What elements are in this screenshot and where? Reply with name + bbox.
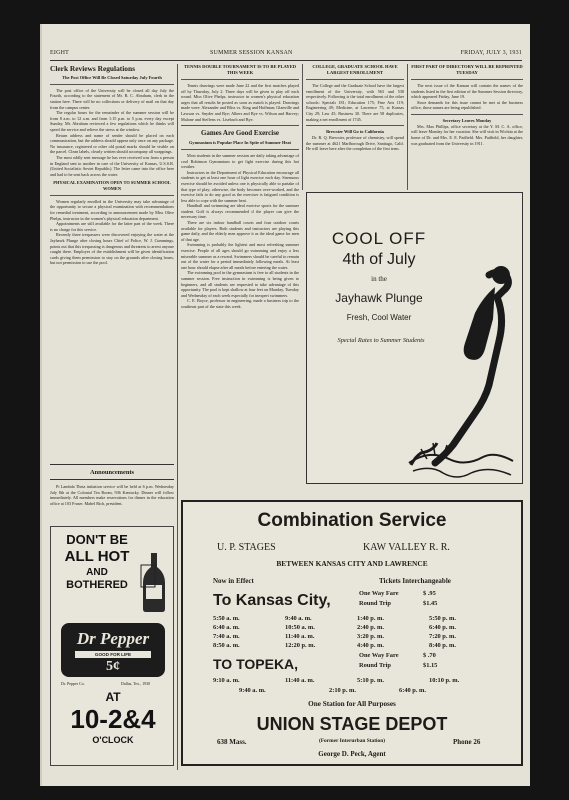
announcements-heading: Announcements [50, 464, 174, 480]
enrollment-headline: COLLEGE, GRADUATE SCHOOL HAVE LARGEST ENROLLMENT [312, 64, 398, 75]
departure-time: 9:40 a. m. [285, 615, 312, 622]
paragraph: Pi Lambda Theta initiation service will be held at 6 p.m. Wednesday July 8th at the Colonial Tea Room, 936 Kentucky. Dinner will follow immediately. All members make reservations for dinner in the education office at 103 Fraser. Mabel Rich, president. [50, 484, 174, 506]
departure-time: 5:50 p. m. [429, 615, 456, 622]
paragraph: The post office of the University will be closed all day July the Fourth, according to the statement of Mr. B. C. Abraham, clerk in the station here. There will be no collections or delivery of mail on that day from the campus center. [50, 87, 174, 110]
plunge-ad [306, 192, 523, 484]
fare-label: Round Trip [359, 600, 391, 607]
secretary-headline: Secretary Leaves Monday [442, 117, 492, 123]
ad-line: ALL HOT [64, 548, 130, 565]
rule [181, 79, 299, 80]
departure-time: 10:10 p. m. [429, 677, 460, 684]
departure-time: 5:50 a. m. [213, 615, 240, 622]
company-city: Dallas, Tex., 1930 [121, 681, 151, 686]
paragraph: Tennis drawings were made June 22 and the first matches played off by Thursday, July 2. Three days will be given to play off each round. Miss Olive Phelps, instructor in women's physical education urges that all results be posted as soon as match is played. Drawings made were: Alexander and Bliss vs. King and Hoffman; Glanville and Lawson vs. Snyder and Bye; Albers and Bye vs. Wilson and Harvey; Malone and Steffens vs. Lisebach and Bye. [181, 83, 299, 122]
depot-agent: George D. Peck, Agent [318, 750, 386, 758]
departure-time: 9:40 a. m. [239, 687, 266, 694]
departure-time: 4:40 p. m. [357, 642, 384, 649]
diver-illustration [407, 263, 519, 483]
departure-time: 11:40 a. m. [285, 677, 315, 684]
paragraph: The regular hours for the remainder of the summer session will be from 8 a.m. to 12 a.m. and from 1:15 p.m. to 5 p.m. every day except Sunday. Mr. Abraham reviewed a few regulations which he thinks will speed the service and relieve the stress at the window. [50, 110, 174, 132]
departure-time: 8:50 a. m. [213, 642, 240, 649]
tennis-headline: TENNIS DOUBLE TOURNAMENT IS TO BE PLAYED THIS WEEK [183, 64, 297, 75]
departure-time: 6:40 p. m. [429, 624, 456, 631]
brand-tagline: GOOD FOR LIFE [75, 651, 151, 658]
clerk-headline: Clerk Reviews Regulations [50, 64, 135, 73]
departure-time: 3:20 p. m. [357, 633, 384, 640]
company-left: U. P. STAGES [217, 542, 276, 553]
ad-line: DON'T BE [66, 532, 128, 547]
topeka-times-2 [239, 687, 479, 694]
rule [181, 125, 299, 126]
rule [181, 149, 299, 150]
former-station: (Former Interurban Station) [318, 738, 386, 744]
interchangeable: Tickets Interchangeable [379, 577, 451, 585]
brewster-headline: Brewster Will Go to California [326, 129, 384, 135]
paragraph: Most students in the summer session are daily taking advantage of cool Robinson Gymnasium to get light exercise during this hot weather. [181, 152, 299, 170]
timetable-row [213, 623, 493, 632]
departure-time: 7:40 a. m. [213, 633, 240, 640]
games-subhead: Gymnasium is Popular Place In Spite of Summer Heat [188, 140, 292, 146]
header-rule [50, 60, 522, 61]
route: BETWEEN KANSAS CITY AND LAWRENCE [276, 559, 428, 568]
column-rule [302, 64, 303, 190]
rule [306, 125, 404, 126]
departure-time: 5:10 p. m. [357, 677, 384, 684]
plunge-line: Special Rates to Summer Students [337, 337, 425, 344]
newspaper-page [40, 24, 530, 786]
fare-price: $ .70 [423, 652, 436, 659]
masthead: SUMMER SESSION KANSAN [210, 50, 293, 56]
rule [50, 84, 174, 85]
combo-title: Combination Service [257, 510, 447, 531]
departure-time: 9:10 a. m. [213, 677, 240, 684]
page-header [50, 50, 522, 60]
station-line: One Station for All Purposes [308, 700, 396, 708]
paragraph: Mrs. Max Phillips, office secretary at the Y. M. C. A. office, will leave Monday for her vacation. She will visit in Wichita at the home of Dr. and Mrs. E. E. Padfield. Mrs. Padfield, her daughter, was graduated from the University in 1911. [411, 123, 523, 146]
rule [50, 195, 174, 196]
now-in-effect: Now in Effect [213, 577, 254, 585]
paragraph: Appointments are still available for the latter part of the week. There is no charge for this service. [50, 221, 174, 232]
rule [411, 114, 523, 115]
paragraph: Instructors in the Department of Physical Education encourage all students to get at least one hour of light exercise each day. Strenuous exercise should be avoided unless one is physically able to partake of that type of play; otherwise, the body becomes over-worked, and the exercise fails to do any good as the exerciser is fatigued condition is less able to cope with the summer heat. [181, 169, 299, 203]
departure-time: 11:40 a. m. [285, 633, 315, 640]
fare-label: One Way Fare [359, 590, 399, 597]
plunge-line: COOL OFF [331, 229, 427, 248]
paragraph: Dr. R. Q. Brewster, professor of chemistry, will spend the summer at 4621 Marlborough Drive, Santiago, Calif. He will leave here after the completion of the first term. [306, 134, 404, 152]
paragraph: Recently three trespassers were discovered enjoying the water at the Jayhawk Plunge after closing hours Chief of Police, W. J. Cummings, points out that this trespassing is dangerous and threatens to arrest anyone caught there. Employes of the establishment will be given identification cards giving them permission to stay on the grounds after closing hours, but not permission to use the pool. [50, 232, 174, 266]
fare-label: One Way Fare [359, 652, 399, 659]
page-number: EIGHT [50, 50, 69, 56]
timetable-row [239, 687, 479, 694]
fare-price: $1.45 [423, 600, 438, 607]
paragraph: Handball and swimming are ideal exercise sports for the summer student. Golf is always recommended if the player can give the necessary time. [181, 203, 299, 220]
announcements-body [50, 484, 174, 524]
price: 5¢ [106, 659, 120, 674]
depot-phone: Phone 26 [453, 738, 481, 746]
drpepper-logo [61, 623, 165, 677]
plunge-line: Fresh, Cool Water [346, 313, 412, 322]
paragraph: The College and the Graduate School have the largest enrollment of the University, with 563 and 538 respectively. Following is the total enrollment of the other schools: Specials 181; Education 175; Fine Arts 119; Engineering 49; Medicine, at Lawrence 75, at Kansas City 29; Law 45; Business 30. There are 58 duplicates, making a net enrollment of 1745. [306, 83, 404, 122]
plunge-name: Jayhawk Plunge [335, 291, 423, 305]
topeka-title: TO TOPEKA, [213, 656, 299, 672]
departure-time: 6:40 p. m. [399, 687, 426, 694]
timetable-row [213, 677, 493, 684]
exam-headline: PHYSICAL EXAMINATION OPEN TO SUMMER SCHOOL WOMEN [53, 180, 171, 192]
departure-time: 8:40 p. m. [429, 642, 456, 649]
departure-time: 10:50 a. m. [285, 624, 315, 631]
timetable-row [213, 614, 493, 623]
column-1 [50, 64, 174, 462]
brand-name: Dr Pepper [76, 629, 150, 648]
company-name: Dr. Pepper Co. [61, 681, 85, 686]
paragraph: The most oddly sent message he has ever received was from a person in England sent to another in care of the University of Kansas, U.S.S.R. (United Socialistic Soviet Republic). The letter came into the office here and had to be sent back across the water. [50, 154, 174, 177]
fare-price: $ .95 [423, 590, 436, 597]
departure-time: 7:20 p. m. [429, 633, 456, 640]
departure-time: 2:10 p. m. [329, 687, 356, 694]
kc-timetable [213, 614, 493, 650]
ad-line: AND [86, 567, 108, 578]
clerk-subhead: The Post Office Will Be Closed Saturday July Fourth [62, 75, 162, 80]
kc-title: To Kansas City, [213, 592, 331, 609]
bottle-icon [139, 551, 169, 613]
depot-name: UNION STAGE DEPOT [256, 714, 448, 734]
issue-date: FRIDAY, JULY 3, 1931 [460, 50, 522, 56]
topeka-times-1 [213, 677, 493, 684]
fare-price: $1.15 [423, 662, 438, 669]
timetable-row [213, 641, 493, 650]
paragraph: The next issue of the Kansan will contain the names of the students listed in the first edition of the Summer Session directory, which appeared Friday, June 19. [411, 83, 523, 100]
ad-line: BOTHERED [66, 579, 128, 591]
column-rule [177, 64, 178, 770]
departure-time: 1:40 p. m. [357, 615, 384, 622]
ad-line: AT [105, 690, 121, 704]
paragraph: The swimming pool in the gymnasium is free to all students in the summer session. Free instruction in swimming is being given to beginners, and all students are requested to take advantage of this opportunity. The pool is kept shallow at four feet on Monday, Tuesday and Wednesday of each week especially for inexpert swimmers. [181, 270, 299, 298]
paragraph: C. E. Boyce, professor in engineering, made a business trip to the southeast part of the state this week. [181, 298, 299, 309]
paragraph: There are six indoor handball courts and four outdoor courts available for players. Both students and instructors are playing this game daily, and the elderly men approve it as the ideal game for men of that age. [181, 220, 299, 242]
combination-service-ad [181, 500, 523, 766]
ad-line: O'CLOCK [92, 735, 134, 745]
paragraph: Return address and name of sender should be placed on each communication, but the address should appear only once on any package. No insurance, registered or other old postal marks should be visible on the parcel. Clean labels, clearly written should accompany all wrappings. [50, 132, 174, 155]
directory-headline: FIRST PART OF DIRECTORY WILL BE REPRINTED TUESDAY [411, 64, 523, 75]
drpepper-ad [50, 526, 174, 766]
paragraph: Swimming is probably the lightest and most refreshing summer exercise. People of all ages should go swimming and enjoy a less miserable summer as a reward. Swimmers should be careful to remain out of the water for a period immediately following meals. At least one hour should elapse after all meals before entering the water. [181, 242, 299, 270]
plunge-line: in the [371, 275, 387, 283]
column-rule [407, 64, 408, 190]
departure-time: 2:40 p. m. [357, 624, 384, 631]
paragraph: Women regularly enrolled in the University may take advantage of the opportunity to secure a physical examination with recommendations for remedial treatment, according to announcement made by Miss Olive Phelps, instructor in the women's physical education department. [50, 198, 174, 221]
company-right: KAW VALLEY R. R. [363, 542, 450, 553]
depot-address: 638 Mass. [217, 738, 247, 746]
departure-time: 12:20 p. m. [285, 642, 316, 649]
column-4 [411, 64, 523, 190]
departure-time: 6:40 a. m. [213, 624, 240, 631]
rule [411, 79, 523, 80]
column-3 [306, 64, 404, 190]
ad-times: 10-2&4 [70, 704, 156, 734]
fare-label: Round Trip [359, 662, 391, 669]
plunge-line: 4th of July [342, 251, 416, 268]
column-2 [181, 64, 299, 488]
paragraph: Since demands for this issue cannot be met at the business office, those names are being republished. [411, 99, 523, 111]
timetable-row [213, 632, 493, 641]
games-headline: Games Are Good Exercise [200, 129, 280, 138]
rule [306, 79, 404, 80]
